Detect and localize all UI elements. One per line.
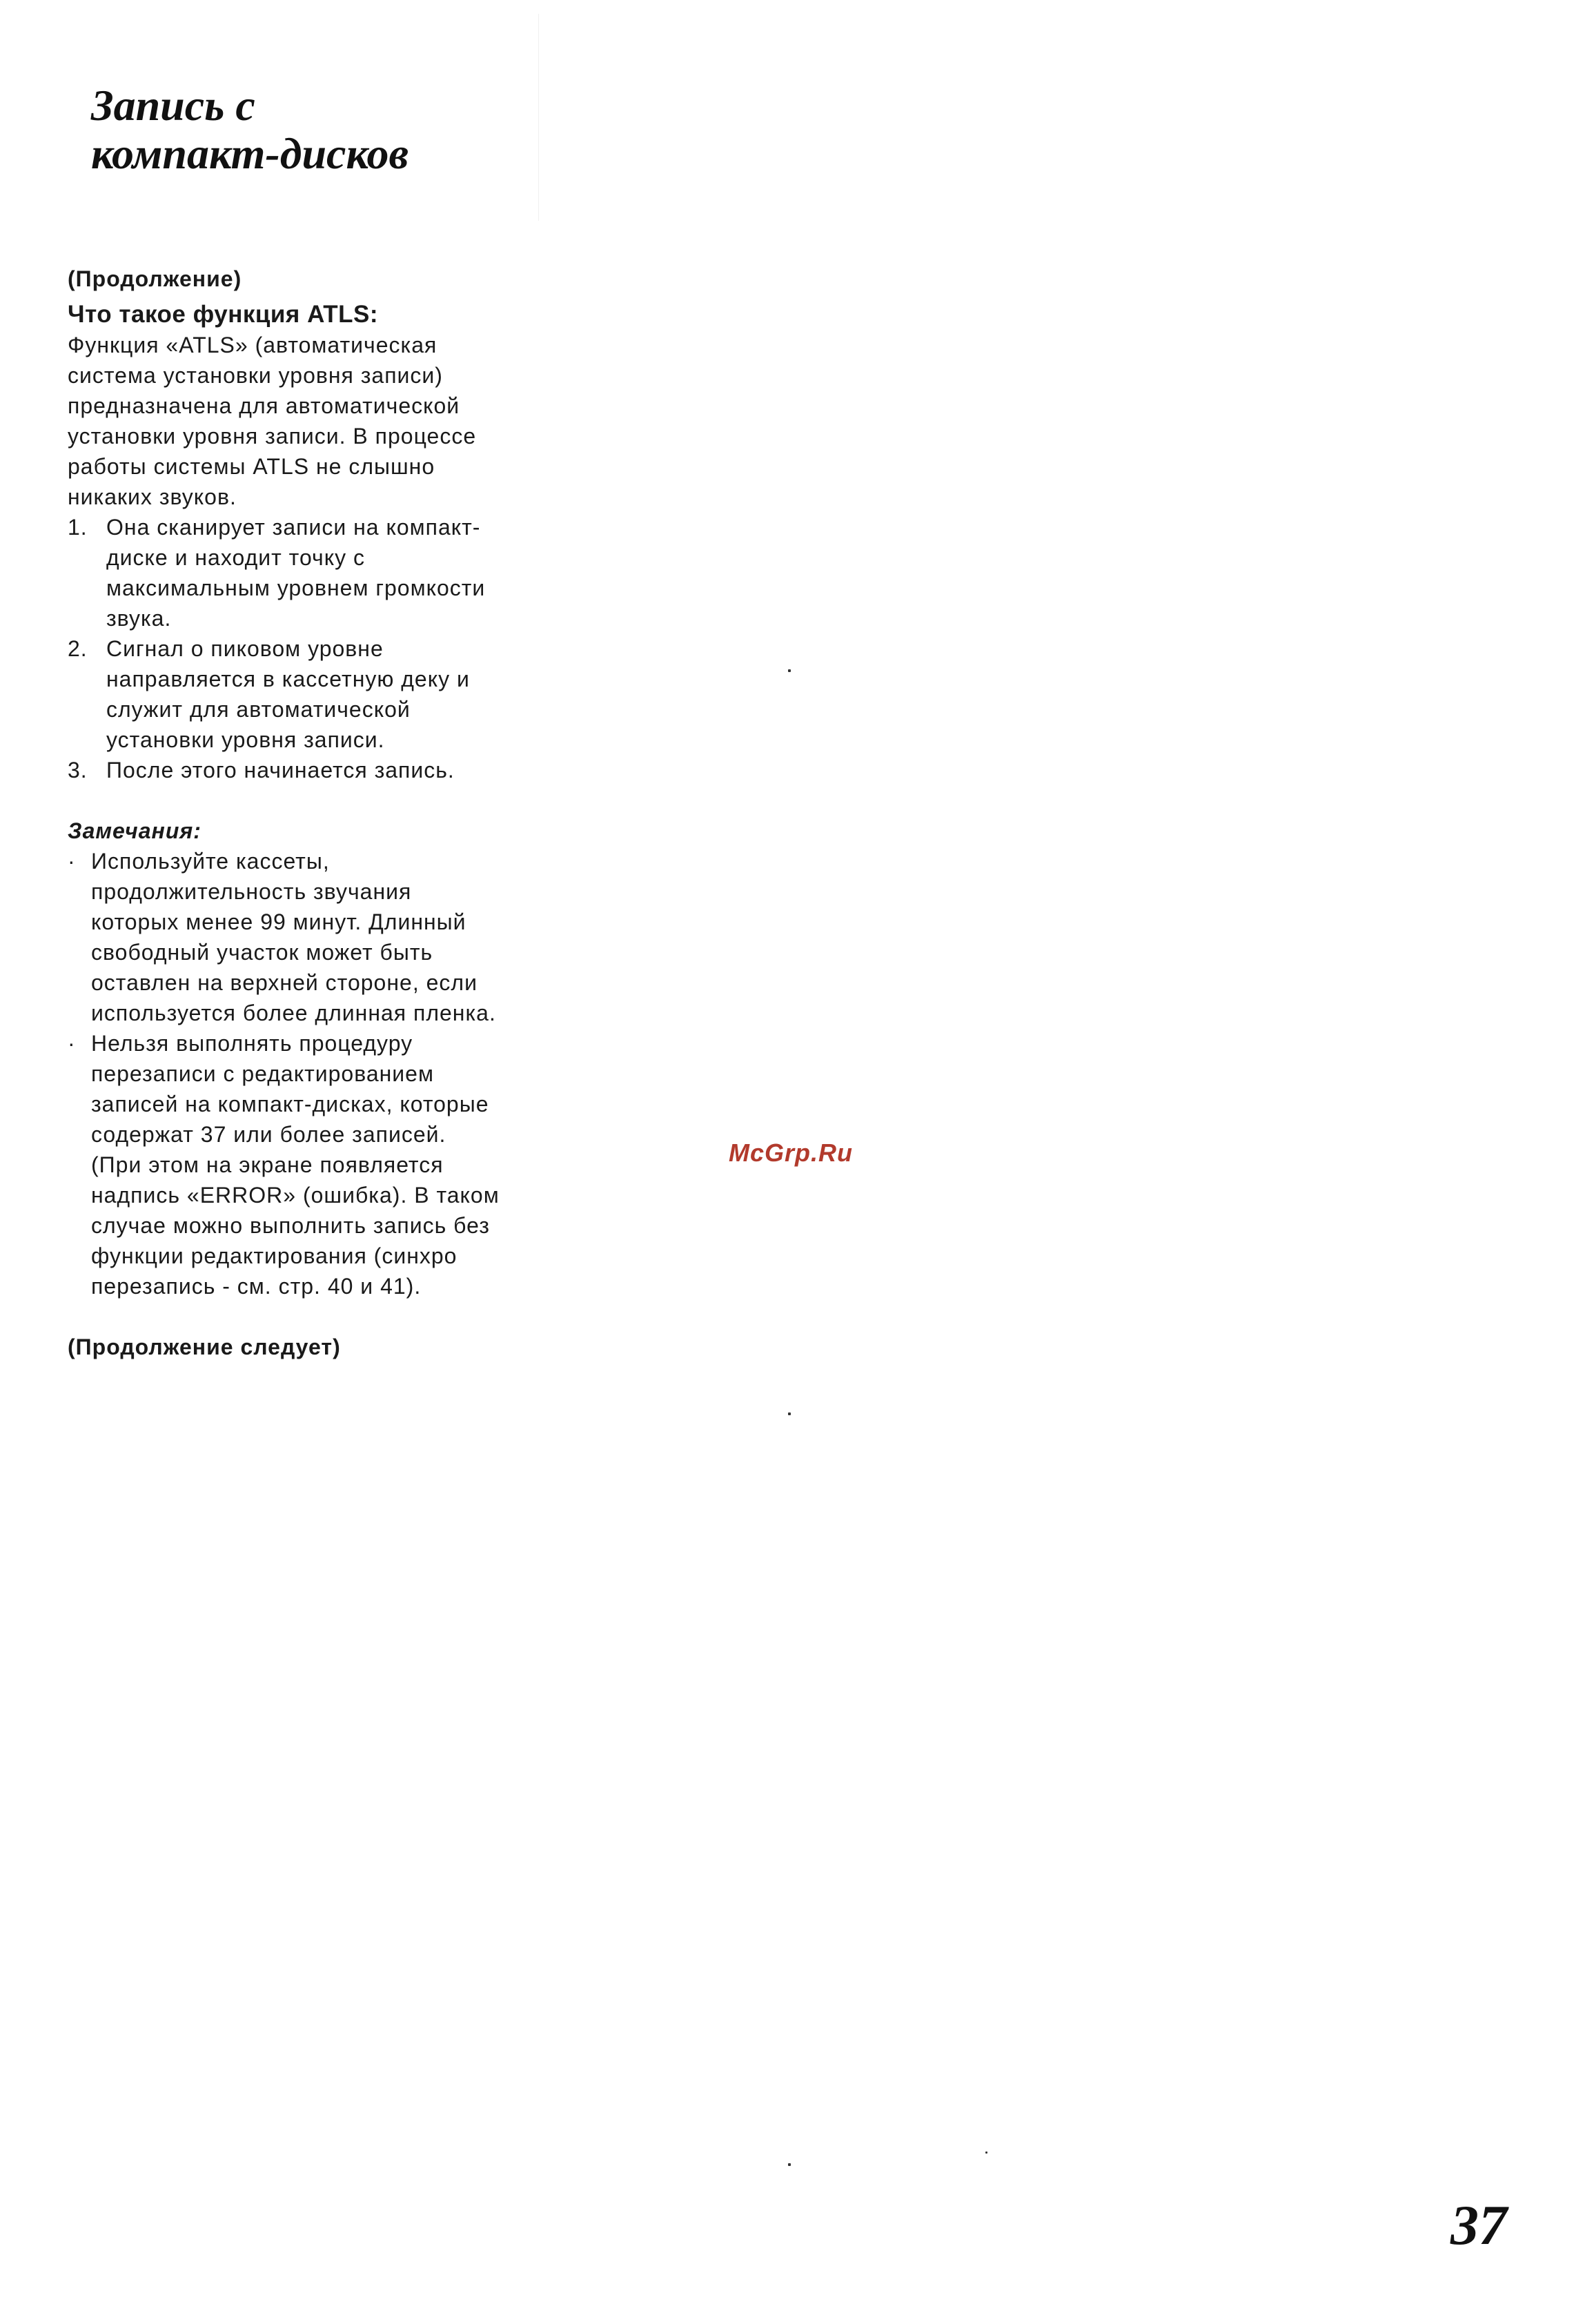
intro-line: система установки уровня записи) xyxy=(68,363,443,388)
note-line: Нельзя выполнять процедуру xyxy=(91,1031,413,1056)
step-line: звука. xyxy=(106,606,172,631)
note-line: свободный участок может быть xyxy=(91,940,433,965)
note-text xyxy=(91,846,551,1028)
step-line: Сигнал о пиковом уровне xyxy=(106,636,384,661)
step-text xyxy=(106,512,551,633)
notes-heading: Замечания: xyxy=(68,818,201,843)
step-line: служит для автоматической xyxy=(106,697,411,722)
notes-list xyxy=(68,846,551,1301)
note-text xyxy=(91,1028,551,1301)
scan-speck xyxy=(788,2163,791,2166)
page-title-line: Запись с xyxy=(91,81,255,130)
note-line: содержат 37 или более записей. xyxy=(91,1122,446,1147)
note-line: функции редактирования (синхро xyxy=(91,1243,457,1268)
note-item xyxy=(68,846,551,1028)
note-line: случае можно выполнить запись без xyxy=(91,1213,490,1238)
section-heading: Что такое функция ATLS: xyxy=(68,301,379,328)
bullet-marker: · xyxy=(68,1031,76,1056)
step-line: направляется в кассетную деку и xyxy=(106,667,470,691)
note-line: оставлен на верхней стороне, если xyxy=(91,970,478,995)
step-line: диске и находит точку с xyxy=(106,545,365,570)
scan-speck xyxy=(985,2151,987,2154)
step-line: Она сканирует записи на компакт- xyxy=(106,515,481,540)
page-title xyxy=(91,81,409,178)
step-item xyxy=(68,512,551,633)
step-number: 3. xyxy=(68,758,88,782)
step-item xyxy=(68,633,551,755)
steps-list xyxy=(68,512,551,785)
note-line: записей на компакт-дисках, которые xyxy=(91,1092,489,1116)
note-line: надпись «ERROR» (ошибка). В таком xyxy=(91,1183,500,1208)
note-line: которых менее 99 минут. Длинный xyxy=(91,909,466,934)
intro-line: работы системы ATLS не слышно xyxy=(68,454,435,479)
note-line: (При этом на экране появляется xyxy=(91,1152,444,1177)
page-title-line: компакт-дисков xyxy=(91,129,409,178)
step-line: установки уровня записи. xyxy=(106,727,385,752)
note-line: перезапись - см. стр. 40 и 41). xyxy=(91,1274,422,1299)
step-number: 1. xyxy=(68,515,88,540)
step-line: После этого начинается запись. xyxy=(106,758,455,782)
intro-line: никаких звуков. xyxy=(68,484,237,509)
intro-line: предназначена для автоматической xyxy=(68,393,460,418)
note-line: используется более длинная пленка. xyxy=(91,1001,496,1025)
to-be-continued-label: (Продолжение следует) xyxy=(68,1335,341,1359)
scan-speck xyxy=(788,669,791,672)
step-item xyxy=(68,755,551,785)
column-rule xyxy=(538,14,539,221)
watermark: McGrp.Ru xyxy=(729,1139,854,1167)
continued-label: (Продолжение) xyxy=(68,266,242,291)
main-column xyxy=(68,264,551,1362)
intro-paragraph xyxy=(68,330,551,512)
step-text xyxy=(106,633,551,755)
intro-line: Функция «ATLS» (автоматическая xyxy=(68,333,437,357)
page-number: 37 xyxy=(1450,2194,1507,2256)
note-line: перезаписи с редактированием xyxy=(91,1061,434,1086)
note-line: продолжительность звучания xyxy=(91,879,412,904)
step-text xyxy=(106,755,551,785)
scan-speck xyxy=(788,1412,791,1415)
intro-line: установки уровня записи. В процессе xyxy=(68,424,477,449)
step-line: максимальным уровнем громкости xyxy=(106,575,486,600)
note-item xyxy=(68,1028,551,1301)
note-line: Используйте кассеты, xyxy=(91,849,330,874)
bullet-marker: · xyxy=(68,849,76,874)
step-number: 2. xyxy=(68,636,88,661)
